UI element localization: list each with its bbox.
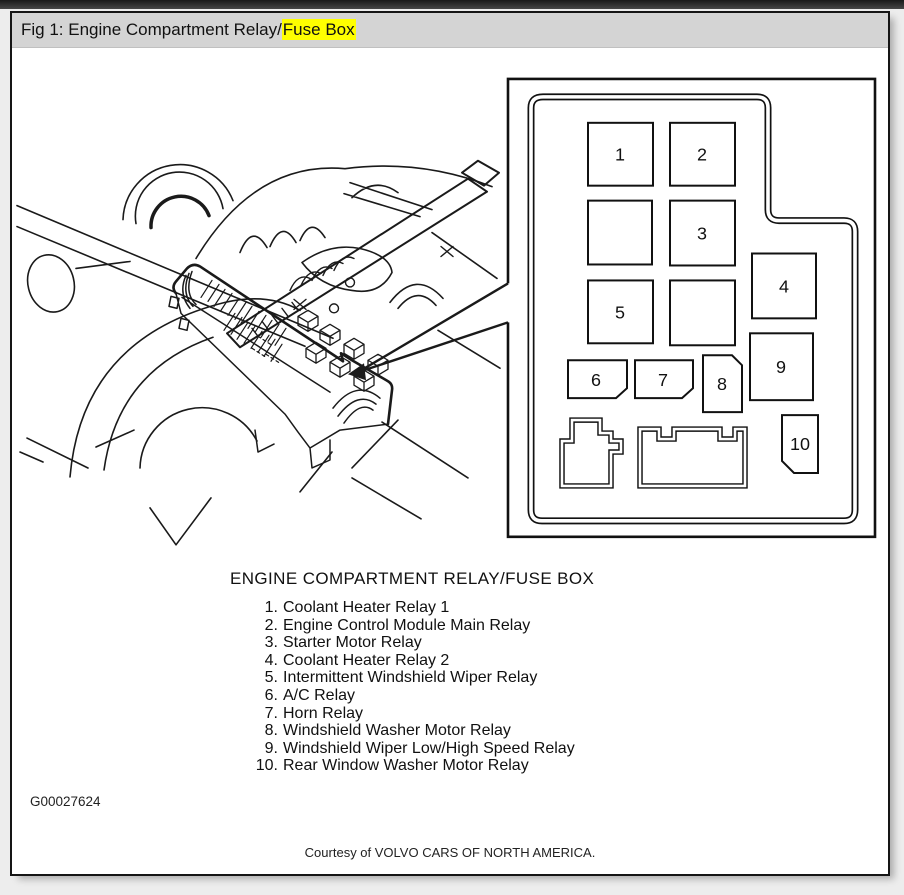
mount-bracket [302,247,392,291]
slot-9-label: 9 [775,357,787,378]
legend-label: Windshield Wiper Low/High Speed Relay [283,739,575,757]
legend-label: Rear Window Washer Motor Relay [283,757,529,775]
legend-num: 9. [264,739,278,757]
strut-tower-arc [151,196,209,227]
legend-num: 8. [264,722,278,740]
legend-num: 6. [264,686,278,704]
legend-num: 2. [264,616,278,634]
legend-label: Starter Motor Relay [283,634,422,652]
legend-item [212,634,575,652]
legend-list [212,599,575,775]
hose-oval [22,250,81,317]
legend-label: Horn Relay [283,704,364,722]
fusebox-slots [568,123,818,473]
legend-item [212,722,575,740]
slot-blank-b [670,280,735,345]
slot-6-label: 6 [590,370,602,391]
legend-num: 4. [264,651,278,669]
legend-num: 5. [264,669,278,687]
slot-2-label: 2 [696,144,708,165]
slot-10-label: 10 [789,434,811,455]
legend-item [212,740,575,758]
courtesy-line: Courtesy of VOLVO CARS OF NORTH AMERICA. [304,845,596,860]
legend-label: Windshield Washer Motor Relay [283,722,511,740]
legend-item [212,669,575,687]
slot-4-label: 4 [778,276,790,297]
fusebox-relay-cubes [298,310,388,391]
slot-7-label: 7 [657,370,669,391]
slot-blank-a [588,201,652,265]
legend-label: Engine Control Module Main Relay [283,616,531,634]
engine-illustration [17,161,500,545]
slot-3-label: 3 [696,223,708,244]
legend-label: Coolant Heater Relay 1 [283,599,450,616]
figure-title-text: Fig 1: Engine Compartment Relay/ [21,20,282,39]
legend-item [212,617,575,635]
legend-num: 10. [255,757,278,775]
legend-label: A/C Relay [283,686,356,704]
diagram-heading: ENGINE COMPARTMENT RELAY/FUSE BOX [230,569,595,588]
legend-item [212,687,575,705]
legend-num: 7. [264,704,278,722]
screen-top-bar [0,0,904,9]
connector-middle [640,429,745,486]
legend-item [212,599,575,617]
legend-label: Intermittent Windshield Wiper Relay [283,669,538,687]
legend-item [212,757,575,775]
legend-num: 3. [264,634,278,652]
figure-content [12,48,888,874]
fusebox-diagram [508,79,875,537]
fusebox-connectors [562,420,745,486]
legend-item [212,705,575,723]
legend-item [212,652,575,670]
figure-viewer-window [10,11,890,876]
slot-1-label: 1 [614,144,626,165]
slot-5-label: 5 [614,302,626,323]
legend-num: 1. [264,599,278,616]
figure-title-highlight: Fuse Box [282,20,355,39]
figure-id: G00027624 [30,794,101,809]
fusebox-in-engine [169,265,392,468]
slot-8-label: 8 [716,374,728,395]
figure-title-bar [12,13,888,48]
legend-label: Coolant Heater Relay 2 [283,651,450,669]
